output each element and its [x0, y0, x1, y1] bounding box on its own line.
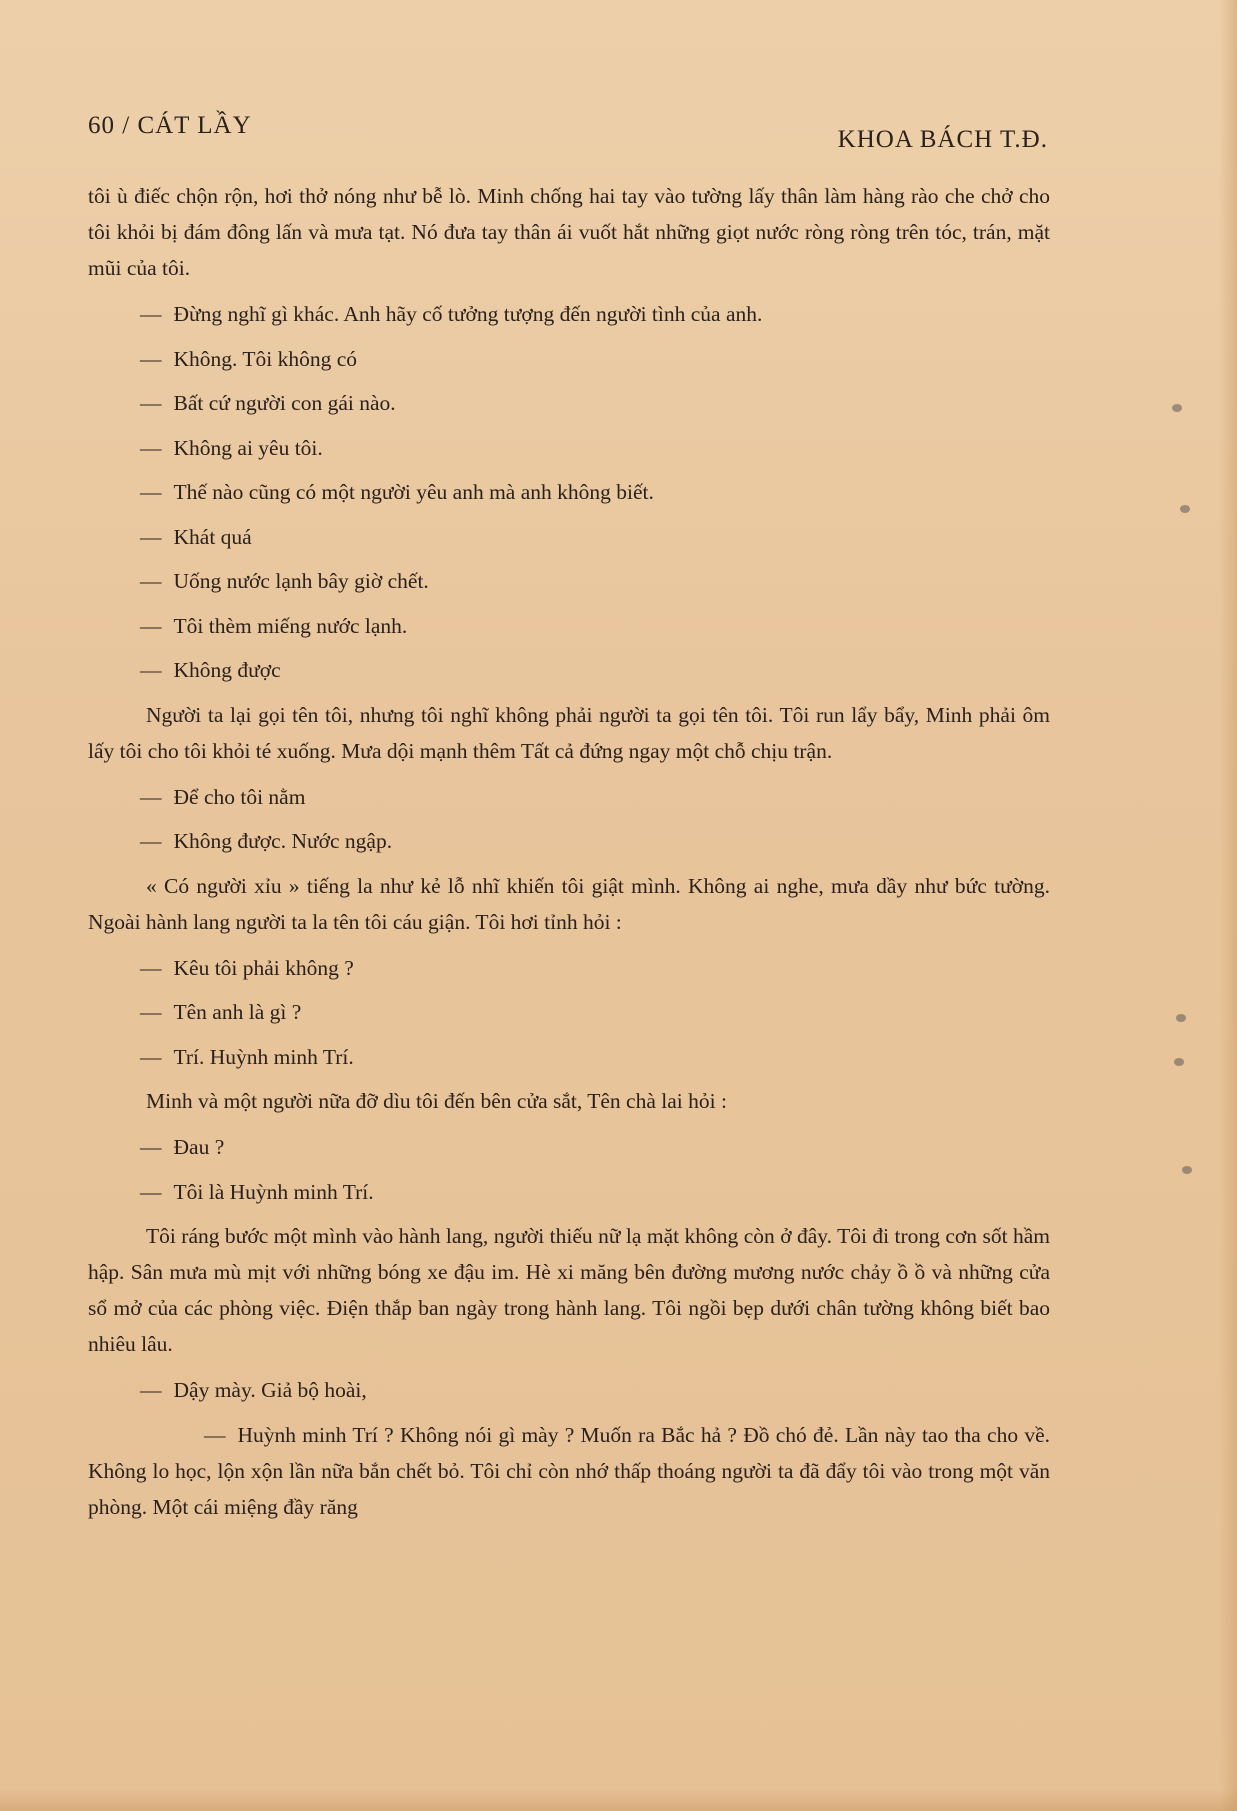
dialogue-text: Đau ?: [173, 1135, 225, 1159]
dialogue-text: Tôi thèm miếng nước lạnh.: [173, 613, 408, 638]
paragraph-text: Tôi ráng bước một mình vào hành lang, người thiếu nữ lạ mặt không còn ở đây. Tôi đi trong cơn sốt hầm hập. Sân mưa mù mịt với những bóng xe đậu im. Hè xi măng bên đường mương nước chảy ồ ồ và những cửa sổ mở của các phòng việc. Điện thắp ban ngày trong hành lang. Tôi ngồi bẹp dưới chân tường không biết bao nhiêu lâu.: [88, 1224, 1050, 1356]
dialogue-dash: —: [140, 1179, 162, 1204]
dialogue-line: [140, 430, 1050, 466]
page-body: [88, 178, 1050, 1535]
dialogue-text: Không được: [173, 658, 281, 682]
dialogue-text: Không được. Nước ngập.: [173, 829, 393, 853]
dialogue-dash: —: [140, 524, 162, 549]
dialogue-text: Dậy mày. Giả bộ hoài,: [173, 1378, 367, 1402]
ink-smudge: [1172, 404, 1182, 412]
dialogue-text: Trí. Huỳnh minh Trí.: [173, 1044, 354, 1069]
page-edge-shadow: [1219, 0, 1237, 1811]
dialogue-text: Thế nào cũng có một người yêu anh mà anh không biết.: [173, 480, 654, 504]
dialogue-text: Để cho tôi nằm: [173, 784, 306, 809]
dialogue-line: [140, 296, 1050, 332]
dialogue-line: [140, 385, 1050, 421]
paragraph-text: « Có người xỉu » tiếng la như kẻ lỗ nhĩ khiến tôi giật mình. Không ai nghe, mưa dầy như bức tường. Ngoài hành lang người ta la tên tôi cáu giận. Tôi hơi tỉnh hỏi :: [88, 873, 1050, 934]
dialogue-line: [140, 1174, 1050, 1210]
page-header: [88, 112, 1048, 152]
dialogue-dash: —: [140, 569, 162, 593]
dialogue-dash: —: [140, 1044, 162, 1069]
body-paragraph: [88, 178, 1050, 286]
dialogue-text: Tôi là Huỳnh minh Trí.: [173, 1179, 374, 1204]
ink-smudge: [1174, 1058, 1184, 1066]
dialogue-dash: —: [140, 1135, 162, 1159]
dialogue-line: [140, 519, 1050, 555]
page-number-and-title: 60 / CÁT LẦY: [88, 112, 252, 139]
ink-smudge: [1182, 1166, 1192, 1174]
dialogue-line: [140, 779, 1050, 815]
dialogue-line: [140, 950, 1050, 986]
dialogue-text: Uống nước lạnh bây giờ chết.: [173, 569, 429, 593]
dialogue-text: Tên anh là gì ?: [173, 1000, 302, 1024]
dialogue-text: Kêu tôi phải không ?: [173, 955, 354, 980]
dialogue-dash: —: [140, 1378, 162, 1402]
dialogue-dash: —: [140, 302, 162, 326]
dialogue-dash: —: [140, 346, 162, 371]
dialogue-line: [140, 608, 1050, 644]
dialogue-line: [140, 341, 1050, 377]
body-paragraph: [88, 868, 1050, 940]
dialogue-line: [140, 652, 1050, 688]
dialogue-dash: —: [140, 784, 162, 809]
dialogue-text: Bất cứ người con gái nào.: [173, 391, 396, 415]
dialogue-dash: —: [204, 1422, 226, 1447]
ink-smudge: [1176, 1014, 1186, 1022]
dialogue-line: [140, 563, 1050, 599]
dialogue-text: Không. Tôi không có: [173, 346, 358, 371]
dialogue-dash: —: [140, 955, 162, 980]
dialogue-dash: —: [140, 1000, 162, 1024]
paragraph-text: tôi ù điếc chộn rộn, hơi thở nóng như bễ lò. Minh chống hai tay vào tường lấy thân làm hàng rào che chở cho tôi khỏi bị đám đông lấn và mưa tạt. Nó đưa tay thân ái vuốt hắt những giọt nước ròng ròng trên tóc, trán, mặt mũi của tôi.: [88, 184, 1050, 280]
body-paragraph: [88, 1218, 1050, 1362]
page-bottom-shadow: [0, 1789, 1237, 1811]
dialogue-dash: —: [140, 658, 162, 682]
dialogue-dash: —: [140, 829, 162, 853]
body-paragraph: [88, 1083, 1050, 1119]
body-paragraph: [88, 697, 1050, 769]
dialogue-dash: —: [140, 435, 162, 460]
author-name: KHOA BÁCH T.Đ.: [837, 126, 1048, 153]
dialogue-text: Đừng nghĩ gì khác. Anh hãy cố tưởng tượng đến người tình của anh.: [173, 302, 763, 326]
paragraph-text: Người ta lại gọi tên tôi, nhưng tôi nghĩ không phải người ta gọi tên tôi. Tôi run lẩy bẩy, Minh phải ôm lấy tôi cho tôi khỏi té xuống. Mưa dội mạnh thêm Tất cả đứng ngay một chỗ chịu trận.: [88, 702, 1050, 763]
dialogue-line: [140, 994, 1050, 1030]
body-paragraph: [88, 1417, 1050, 1525]
dialogue-dash: —: [140, 480, 162, 504]
paragraph-text: Minh và một người nữa đỡ dìu tôi đến bên cửa sắt, Tên chà lai hỏi :: [146, 1089, 727, 1113]
dialogue-line: [140, 474, 1050, 510]
paragraph-text: Huỳnh minh Trí ? Không nói gì mày ? Muốn ra Bắc hả ? Đồ chó đẻ. Lần này tao tha cho về. Không lo học, lộn xộn lần nữa bắn chết bỏ. Tôi chỉ còn nhớ thấp thoáng người ta đã đẩy tôi vào trong một văn phòng. Một cái miệng đầy răng: [88, 1422, 1050, 1519]
ink-smudge: [1180, 505, 1190, 513]
dialogue-dash: —: [140, 613, 162, 638]
dialogue-line: [140, 1039, 1050, 1075]
dialogue-text: Khát quá: [173, 524, 252, 549]
dialogue-line: [140, 823, 1050, 859]
dialogue-dash: —: [140, 391, 162, 415]
dialogue-line: [140, 1129, 1050, 1165]
dialogue-line: [140, 1372, 1050, 1408]
dialogue-text: Không ai yêu tôi.: [173, 435, 323, 460]
